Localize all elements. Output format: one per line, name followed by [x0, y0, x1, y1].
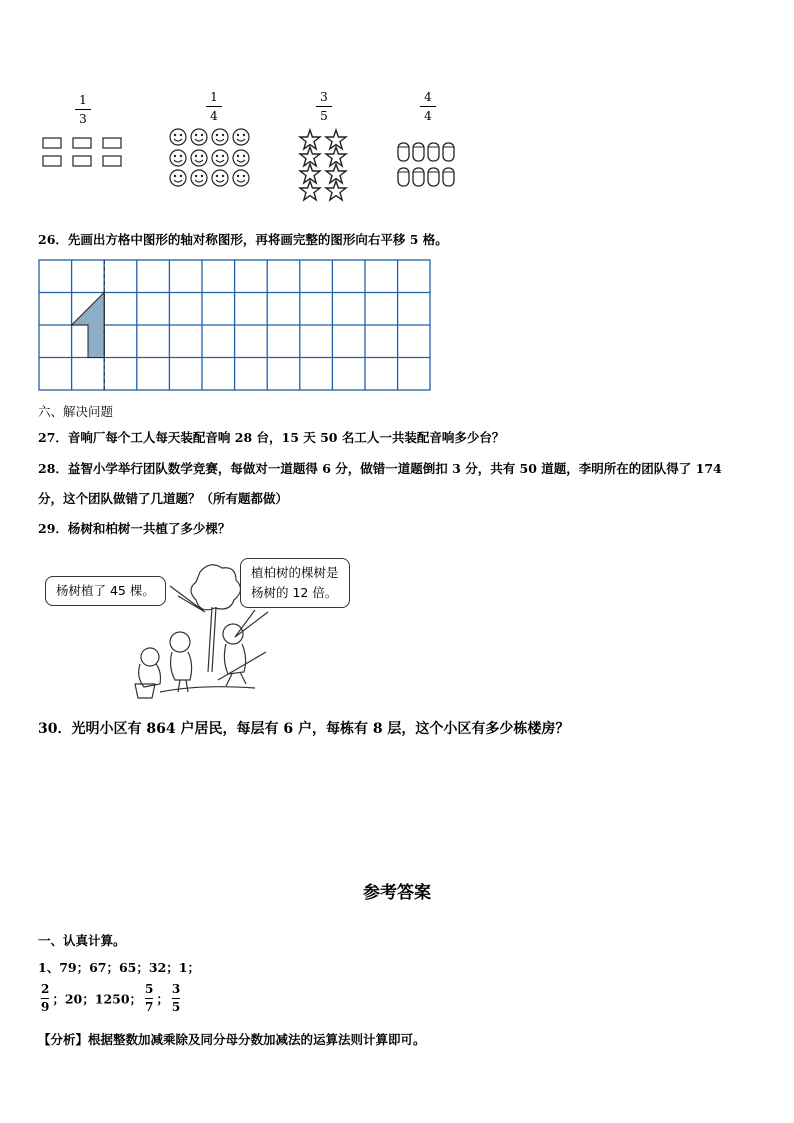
question-27: 27．音响厂每个工人每天装配音响 28 台，15 天 50 名工人一共装配音响多少台？: [38, 430, 505, 445]
answer-section-1: 一、认真计算。: [38, 933, 126, 948]
question-28-line2: 分，这个团队做错了几道题？（所有题都做）: [38, 491, 289, 506]
section-6-heading: 六、解决问题: [38, 404, 114, 419]
answer-fraction-2-9: $\frac{2}{9}$: [41, 982, 50, 1014]
question-26: 26．先画出方格中图形的轴对称图形，再将画完整的图形向右平移 5 格。: [38, 232, 448, 247]
question-28-line1: 28．益智小学举行团队数学竞赛，每做对一道题得 6 分，做错一道题倒扣 3 分，共有 50 道题，李明所在的团队得了 174: [38, 461, 722, 476]
cylinders-picture: [396, 140, 464, 192]
half-shape: [72, 293, 105, 358]
question-30: 30．光明小区有 864 户居民，每层有 6 户，每栋有 8 层，这个小区有多少栋楼房？: [38, 721, 570, 737]
bubble-right-line1: 植柏树的棵树是: [251, 565, 339, 580]
bubble-right-line2: 杨树的 12 倍。: [251, 585, 338, 600]
answer-line-2: $\frac{2}{9}$ ；20；1250； $\frac{5}{7}$ ； $\frac{3}{5}$: [41, 982, 181, 1014]
fraction-1-3: 1 3: [73, 93, 93, 126]
answer-line-1: 1、79；67；65；32；1；: [38, 960, 200, 975]
question-29: 29．杨树和柏树一共植了多少棵？: [38, 521, 231, 536]
fraction-1-4: 1 4: [204, 90, 224, 123]
rectangles-picture: [40, 135, 125, 170]
answer-fraction-5-7: $\frac{5}{7}$: [145, 982, 154, 1014]
answer-analysis: 【分析】根据整数加减乘除及同分母分数加减法的运算法则计算即可。: [38, 1032, 426, 1047]
grid-figure: [38, 259, 432, 392]
answer-title: 参考答案: [363, 883, 431, 903]
fraction-4-4: 4 4: [418, 90, 438, 123]
answer-fraction-3-5: $\frac{3}{5}$: [171, 982, 181, 1014]
speech-bubble-left: 杨树植了 45 棵。: [45, 576, 166, 606]
stars-picture: [296, 128, 351, 202]
smiley-faces-picture: [168, 127, 254, 189]
speech-bubble-right: [240, 558, 350, 608]
fraction-3-5: 3 5: [314, 90, 334, 123]
